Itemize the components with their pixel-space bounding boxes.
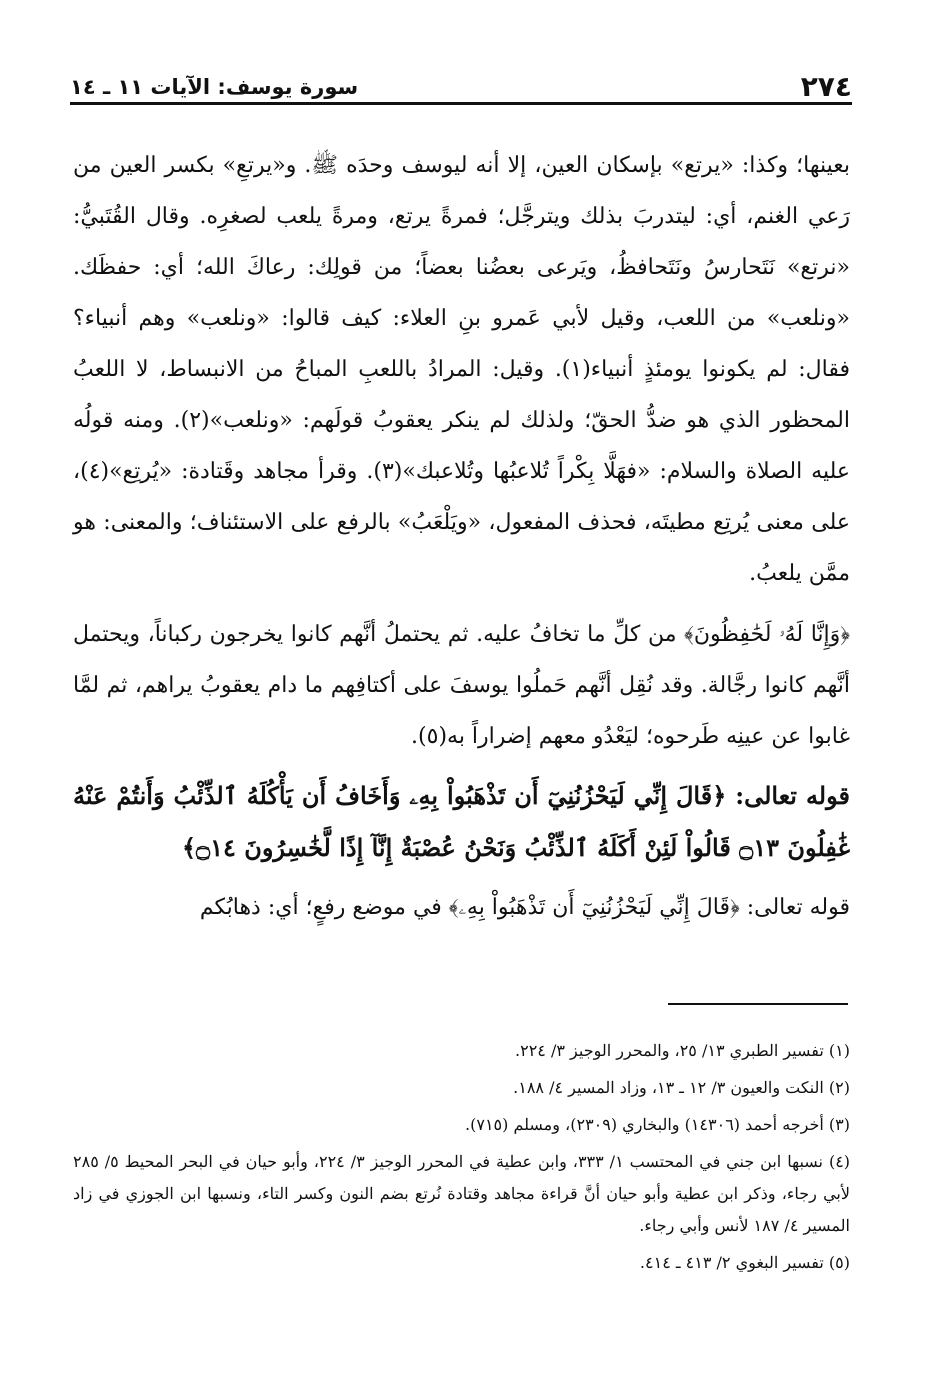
footnote-1: (١) تفسير الطبري ١٣/ ٢٥، والمحرر الوجيز ٣/ ٢٢٤. [515, 1041, 850, 1060]
verse-text: ﴿قَالَ إِنِّي لَيَحْزُنُنِيٓ أَن تَذْهَبُواْ بِهِۦ وَأَخَافُ أَن يَأْكُلَهُ ٱلذِّئْبُ وَأَنتُمْ عَنْهُ غَٰفِلُونَ ۝١٣ قَالُواْ لَئِنْ أَكَلَهُ ٱلذِّئْبُ وَنَحْنُ عُصْبَةٌ إِنَّآ إِذًا لَّخَٰسِرُونَ ۝١٤﴾ [73, 781, 850, 862]
page-number: ٢٧٤ [800, 70, 852, 103]
footnote-2: (٢) النكت والعيون ٣/ ١٢ ـ ١٣، وزاد المسير ٤/ ١٨٨. [513, 1078, 850, 1097]
paragraph-3: قوله تعالى: ﴿قَالَ إِنِّي لَيَحْزُنُنِيٓ أَن تَذْهَبُواْ بِهِۦ﴾ في موضع رفعٍ؛ أي: ذهابُكم [199, 895, 850, 920]
main-text [73, 140, 850, 933]
page-header [70, 68, 852, 105]
paragraph-2: ﴿وَإِنَّا لَهُۥ لَحَٰفِظُونَ﴾ من كلِّ ما تخافُ عليه. ثم يحتملُ أنَّهم كانوا يخرجون ركباناً، ويحتمل أنَّهم كانوا رجَّالة. وقد نُقِل أنَّهم حَملُوا يوسفَ على أكتافِهم ما دام يعقوبُ يراهم، ثم لمَّا غابوا عن عينِه طَرحوه؛ ليَعْدُو معهم إضراراً به(٥). [73, 622, 850, 749]
footnote-3: (٣) أخرجه أحمد (١٤٣٠٦) والبخاري (٢٣٠٩)، ومسلم (٧١٥). [465, 1115, 850, 1134]
verse-intro: قوله تعالى: [735, 781, 850, 810]
paragraph-1: بعينها؛ وكذا: «يرتع» بإسكان العين، إلا أنه ليوسف وحدَه ﷺ. و«يرتعِ» بكسر العين من رَعي الغنم، أي: ليتدربَ بذلك ويترجَّل؛ فمرةً يرتع، ومرةً يلعب لصغرِه. وقال القُتَبيُّ: «نرتع» نَتَحارسُ ونَتَحافظُ، ويَرعى بعضُنا بعضاً؛ من قولِك: رعاكَ الله؛ أي: حفظَك. «ونلعب» من اللعب، وقيل لأبي عَمرو بنِ العلاء: كيف قالوا: «ونلعب» وهم أنبياء؟ فقال: لم يكونوا يومئذٍ أنبياء(١). وقيل: المرادُ باللعبِ المباحُ من الانبساط، لا اللعبُ المحظور الذي هو ضدُّ الحقّ؛ ولذلك لم ينكر يعقوبُ قولَهم: «ونلعب»(٢). ومنه قولُه عليه الصلاة والسلام: «فهَلَّا بِكْراً تُلاعبُها وتُلاعبك»(٣). وقرأ مجاهد وقَتادة: «يُرتِع»(٤)، على معنى يُرتِع مطيتَه، فحذف المفعول، «ويَلْعَبُ» بالرفع على الاستئناف؛ والمعنى: هو ممَّن يلعبُ. [73, 153, 850, 586]
running-title: سورة يوسف: الآيات ١١ ـ ١٤ [70, 75, 359, 99]
footnote-separator [668, 1003, 848, 1005]
footnote-4: (٤) نسبها ابن جني في المحتسب ١/ ٣٣٣، وابن عطية في المحرر الوجيز ٣/ ٢٢٤، وأبو حيان في البحر المحيط ٥/ ٢٨٥ لأبي رجاء، وذكر ابن عطية وأبو حيان أنَّ قراءة مجاهد وقتادة نُرتع بضم النون وكسر التاء، ونسبها ابن الجوزي في زاد المسير ٤/ ١٨٧ لأنس وأبي رجاء. [73, 1152, 851, 1235]
footnote-5: (٥) تفسير البغوي ٢/ ٤١٣ ـ ٤١٤. [639, 1253, 850, 1272]
footnotes [73, 1035, 850, 1284]
quran-verse-block [73, 770, 850, 874]
